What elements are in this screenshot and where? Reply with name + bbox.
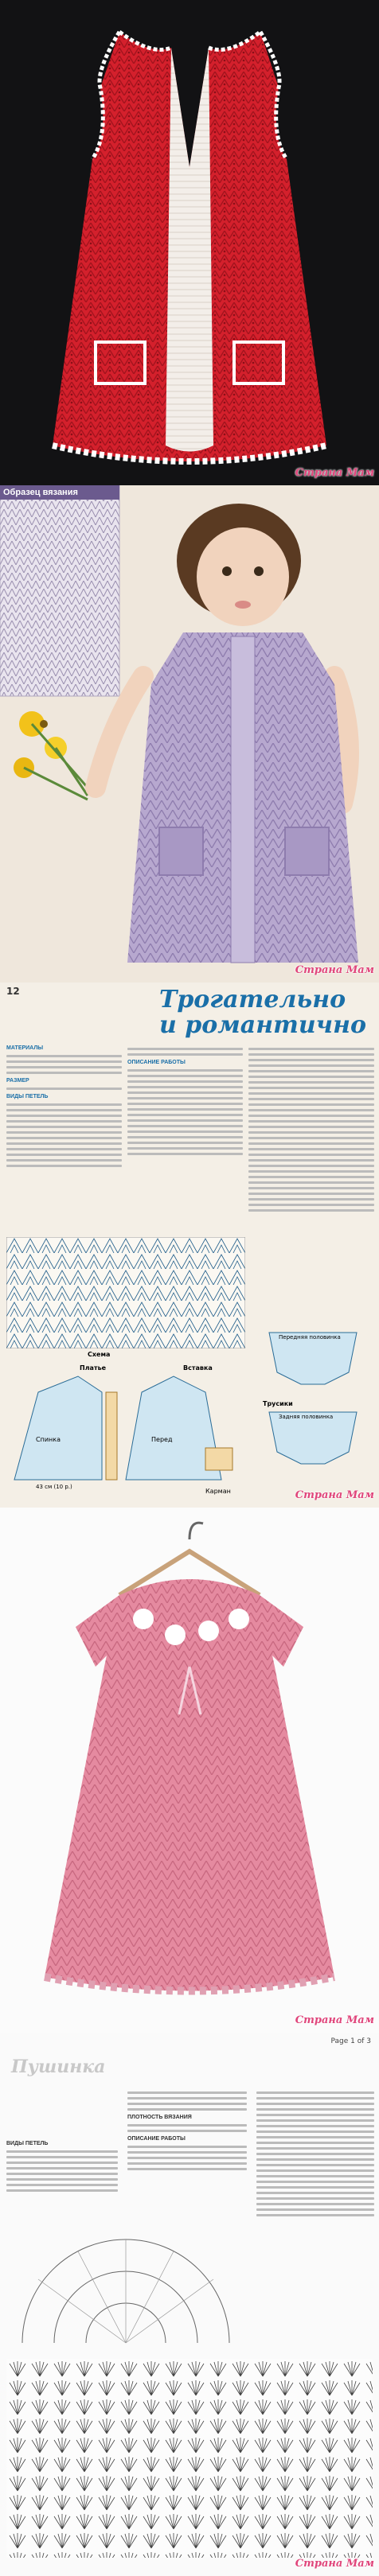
watermark: Страна Мам: [295, 2558, 374, 2570]
label-scheme: Схема: [88, 1351, 111, 1358]
p5-text-column-3: [256, 2088, 374, 2220]
watermark: Страна Мам: [295, 467, 374, 479]
panties-schematic: [253, 1317, 373, 1476]
pink-dress-illustration: [0, 1508, 379, 2033]
watermark: Страна Мам: [295, 964, 374, 976]
dress-schematic: [6, 1360, 245, 1500]
label-pocket: Карман: [205, 1488, 231, 1495]
swatch-badge: Образец вязания: [0, 485, 119, 500]
pattern-title: Пушинка: [11, 2057, 106, 2077]
stitches-head: ВИДЫ ПЕТЕЛЬ: [6, 1094, 49, 1099]
p5-density-head: ПЛОТНОСТЬ ВЯЗАНИЯ: [127, 2115, 192, 2120]
label-panties: Трусики: [263, 1400, 293, 1407]
magazine-page-1: [0, 983, 379, 1508]
label-insert: Вставка: [183, 1364, 213, 1372]
text-column-2: [127, 1045, 243, 1158]
label-back: Спинка: [36, 1436, 61, 1443]
photo-purple-dress: [0, 485, 379, 983]
work-head: ОПИСАНИЕ РАБОТЫ: [127, 1060, 186, 1065]
label-back-half: Задняя половинка: [279, 1414, 334, 1420]
magazine-title: [159, 987, 374, 1038]
title-line-2: и романтично: [159, 1011, 366, 1039]
magazine-page-2: [0, 2033, 379, 2576]
page-of: Page 1 of 3: [330, 2037, 371, 2045]
skirt-chart: [6, 2359, 373, 2558]
p5-stitches-head: ВИДЫ ПЕТЕЛЬ: [6, 2141, 49, 2146]
red-vest-illustration: [0, 0, 379, 485]
bottom-measure: 43 см (10 р.): [36, 1484, 72, 1490]
text-column-3: [248, 1045, 374, 1215]
stitch-chart: [6, 1237, 245, 1348]
purple-dress-illustration: [0, 485, 379, 983]
p5-text-column-1: [6, 2140, 118, 2195]
label-front: Перед: [151, 1436, 173, 1443]
p5-text-column-2: [127, 2088, 247, 2173]
size-head: РАЗМЕР: [6, 1078, 29, 1084]
p5-work-head: ОПИСАНИЕ РАБОТЫ: [127, 2136, 186, 2142]
text-column-1: [6, 1045, 122, 1170]
page-number: 12: [6, 986, 20, 997]
watermark: Страна Мам: [295, 2014, 374, 2026]
yoke-chart: [6, 2232, 245, 2351]
photo-pink-dress: [0, 1508, 379, 2033]
materials-head: МАТЕРИАЛЫ: [6, 1045, 44, 1051]
title-line-1: Трогательно: [159, 986, 346, 1014]
label-dress: Платье: [80, 1364, 107, 1372]
watermark: Страна Мам: [295, 1489, 374, 1501]
photo-red-vest: [0, 0, 379, 485]
label-front-half: Передняя половинка: [279, 1334, 341, 1341]
